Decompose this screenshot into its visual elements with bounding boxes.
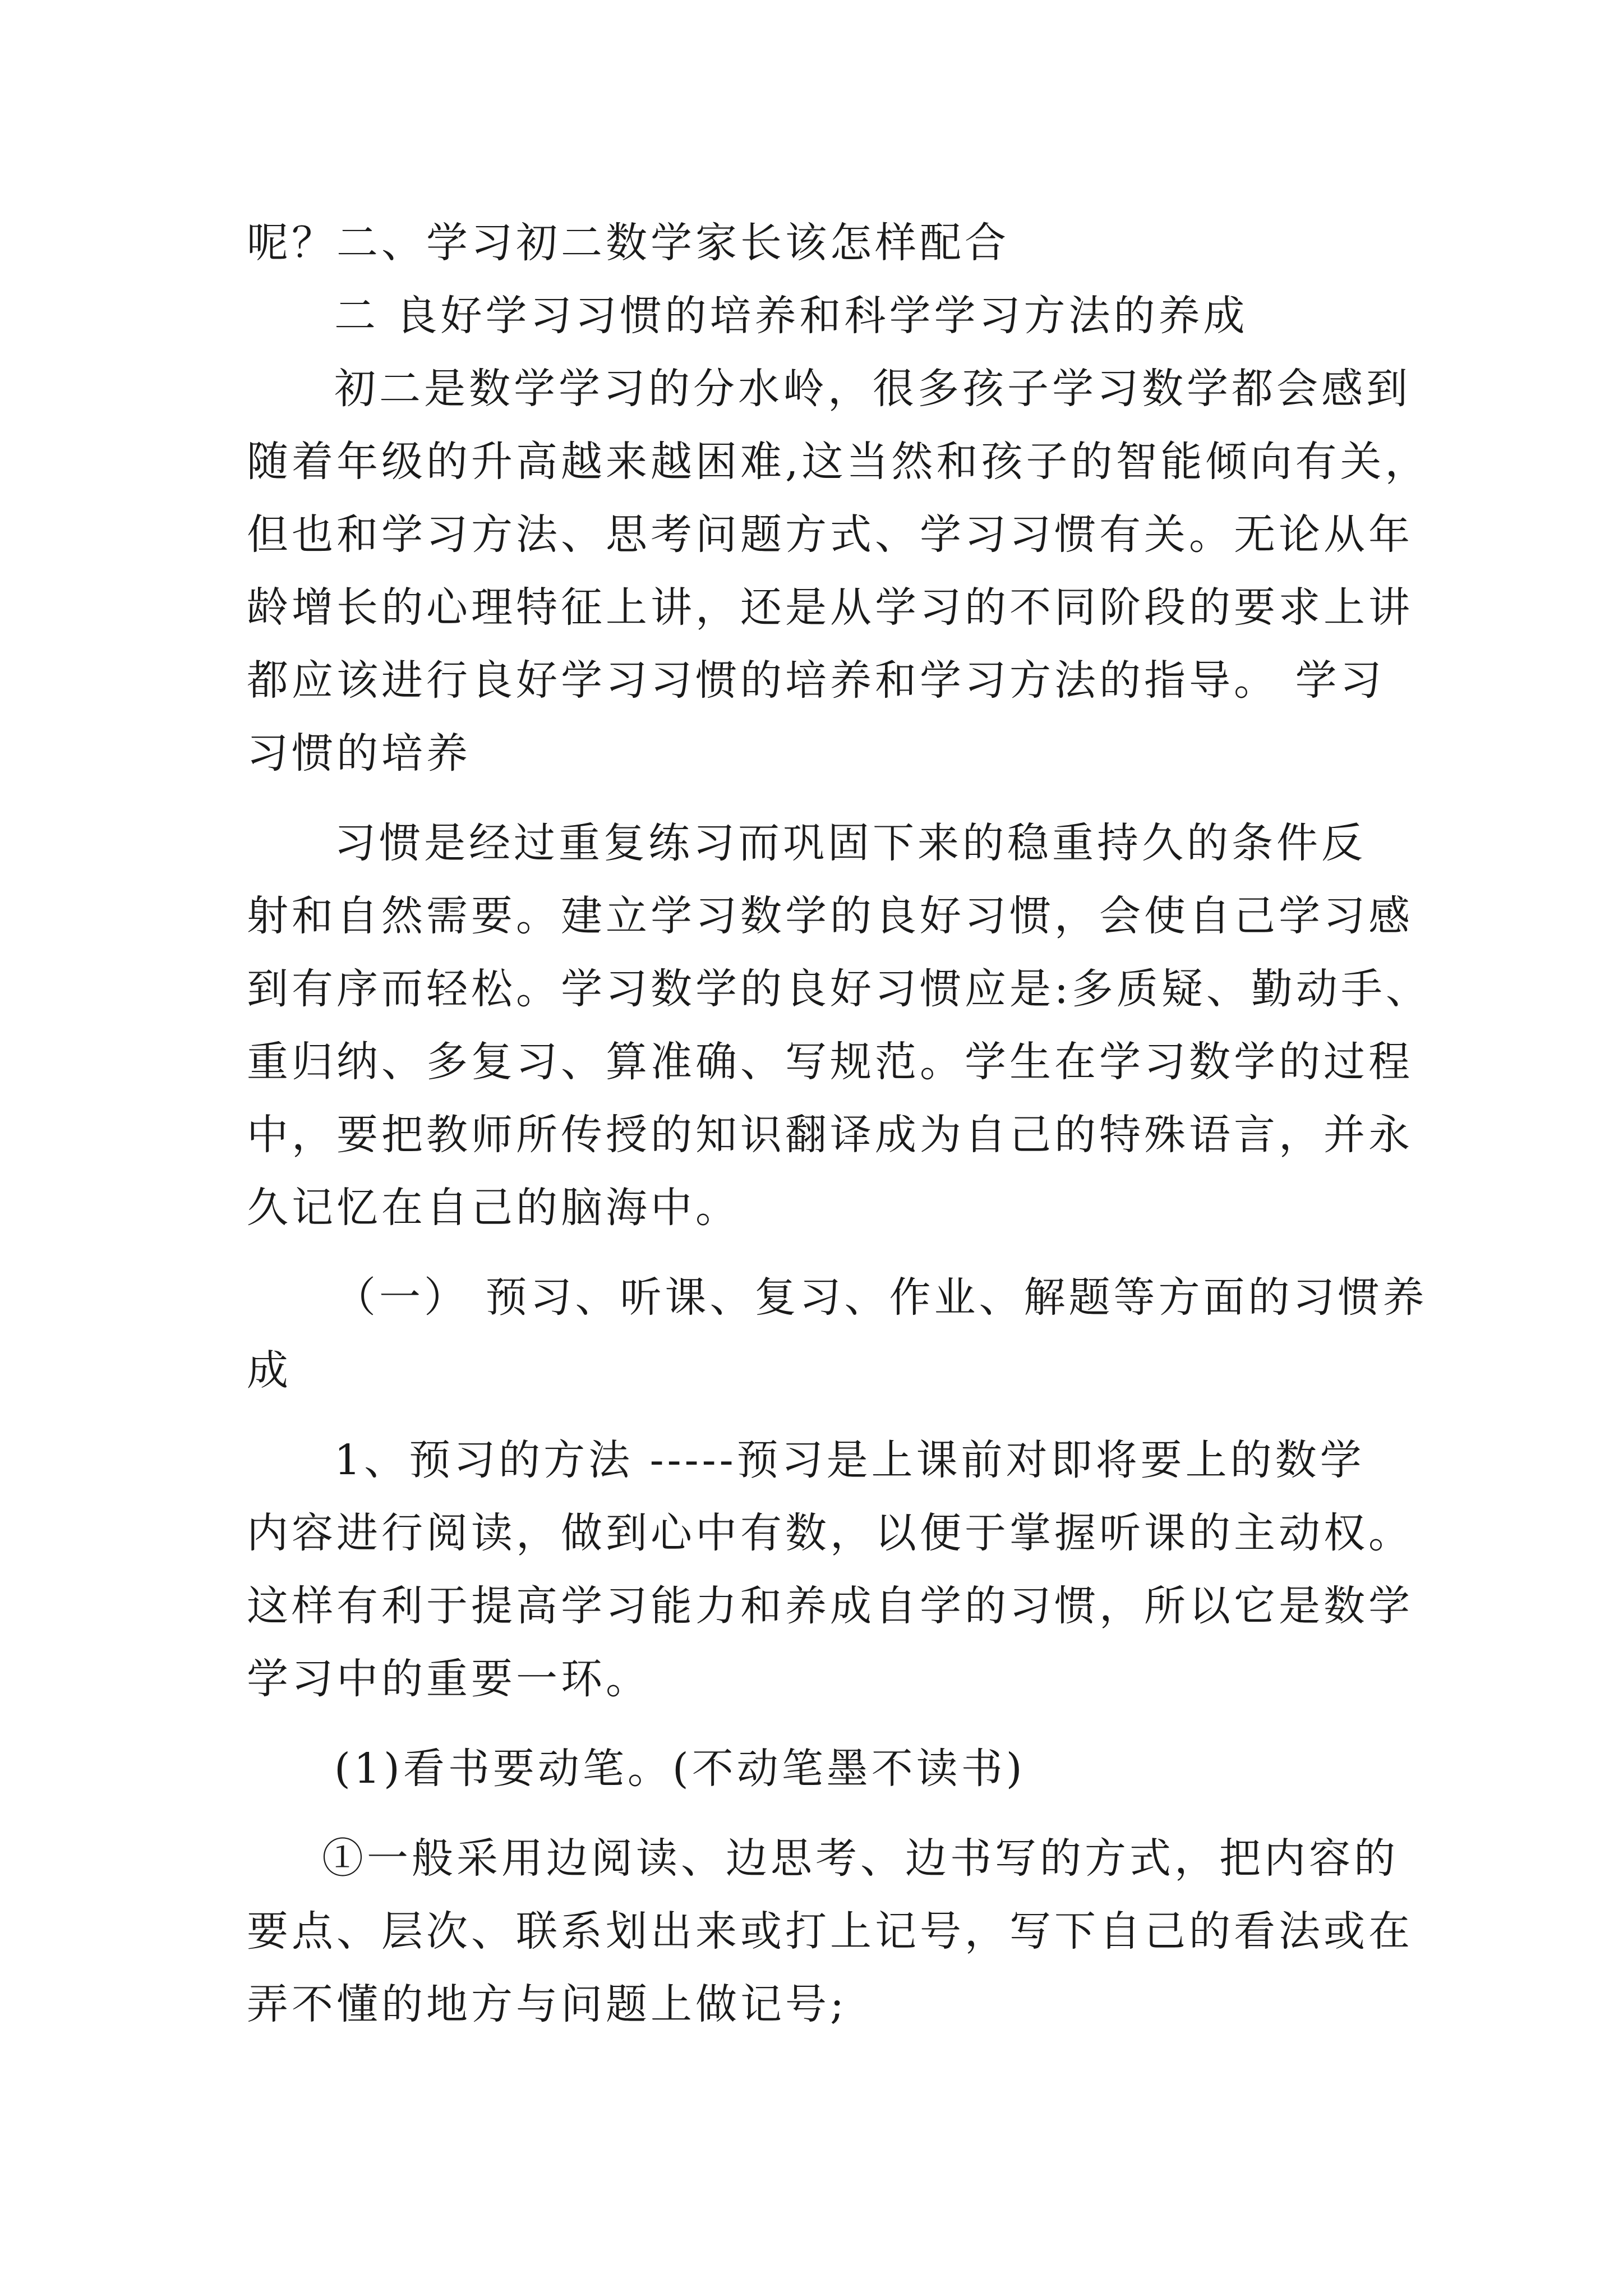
text-line: 射和自然需要。建立学习数学的良好习惯，会使自己学习感: [247, 892, 1413, 940]
text-line: ①一般采用边阅读、边思考、边书写的方式，把内容的: [322, 1834, 1399, 1883]
list-item-heading: (1)看书要动笔。(不动笔墨不读书): [334, 1745, 1026, 1793]
text-line: 呢？二、学习初二数学家长该怎样配合: [247, 219, 1009, 267]
text-line: 内容进行阅读，做到心中有数，以便于掌握听课的主动权。: [247, 1509, 1413, 1557]
text-line: 中，要把教师所传授的知识翻译成为自己的特殊语言，并永: [247, 1111, 1413, 1159]
text-line: 习惯的培养: [247, 729, 471, 777]
text-line: 重归纳、多复习、算准确、写规范。学生在学习数学的过程: [247, 1038, 1413, 1086]
text-line: 但也和学习方法、思考问题方式、学习习惯有关。无论从年: [247, 510, 1413, 559]
text-line: 都应该进行良好学习习惯的培养和学习方法的指导。 学习: [247, 656, 1385, 705]
subsection-heading: （一） 预习、听课、复习、作业、解题等方面的习惯养: [334, 1273, 1428, 1322]
text-line: 久记忆在自己的脑海中。: [247, 1184, 740, 1232]
text-line: 1、预习的方法 -----预习是上课前对即将要上的数学: [334, 1436, 1365, 1484]
text-line: 成: [247, 1346, 292, 1395]
text-line: 要点、层次、联系划出来或打上记号，写下自己的看法或在: [247, 1907, 1413, 1955]
text-line: 初二是数学学习的分水岭，很多孩子学习数学都会感到: [334, 365, 1411, 413]
text-line: 弄不懂的地方与问题上做记号;: [247, 1980, 847, 2028]
text-line: 到有序而轻松。学习数学的良好习惯应是:多质疑、勤动手、: [247, 965, 1431, 1013]
text-line: 习惯是经过重复练习而巩固下来的稳重持久的条件反: [334, 819, 1366, 867]
text-line: 随着年级的升高越来越困难,这当然和孩子的智能倾向有关，: [247, 438, 1430, 486]
text-line: 这样有利于提高学习能力和养成自学的习惯，所以它是数学: [247, 1582, 1413, 1630]
text-line: 学习中的重要一环。: [247, 1655, 651, 1703]
text-line: 龄增长的心理特征上讲，还是从学习的不同阶段的要求上讲: [247, 583, 1413, 632]
section-heading: 二 良好学习习惯的培养和科学学习方法的养成: [334, 292, 1248, 340]
